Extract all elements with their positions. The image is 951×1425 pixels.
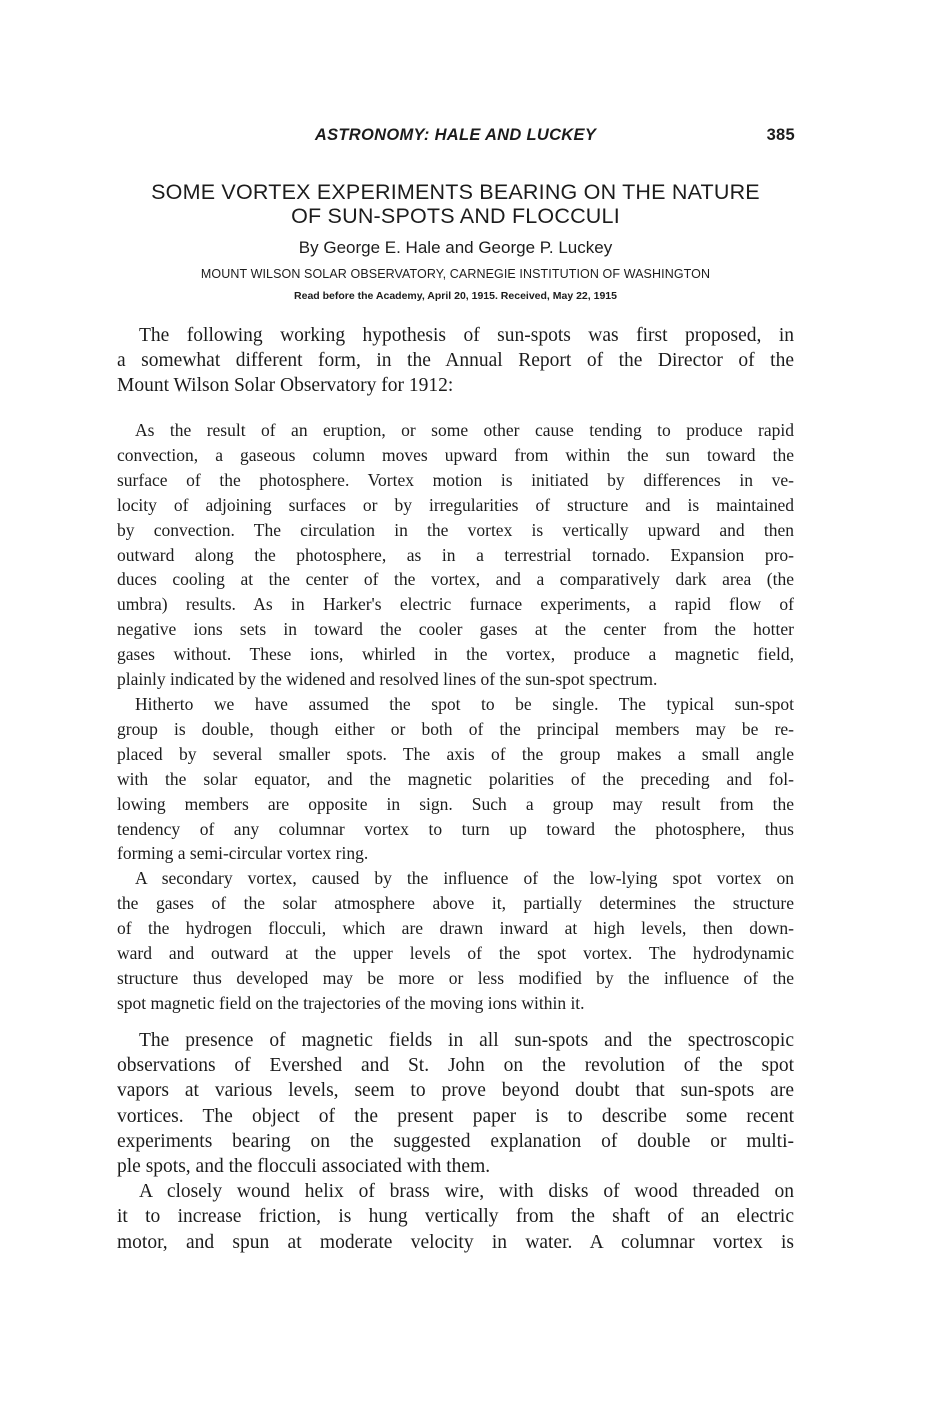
text-line: by convection. The circulation in the vortex is vertically upward and then (117, 519, 794, 540)
page-number: 385 (766, 126, 795, 144)
running-title: ASTRONOMY: HALE AND LUCKEY (314, 126, 597, 144)
text-line: surface of the photosphere. Vortex motion is initiated by differences in ve- (117, 469, 794, 490)
article-authors: By George E. Hale and George P. Luckey (298, 238, 613, 257)
text-line: tendency of any columnar vortex to turn up toward the photosphere, thus (117, 818, 794, 839)
text-line: The presence of magnetic fields in all sun-spots and the spectroscopic (139, 1030, 794, 1051)
text-line: ward and outward at the upper levels of the spot vortex. The hydrodynamic (117, 943, 794, 964)
article-affiliation: MOUNT WILSON SOLAR OBSERVATORY, CARNEGIE INSTITUTION OF WASHINGTON (200, 267, 711, 281)
text-line: Hitherto we have assumed the spot to be single. The typical sun-spot (135, 693, 794, 714)
text-line: observations of Evershed and St. John on the revolution of the spot (117, 1055, 794, 1077)
text-line: a somewhat different form, in the Annual Report of the Director of the (117, 350, 794, 372)
intro-paragraph (117, 323, 794, 399)
text-line: A closely wound helix of brass wire, with disks of wood threaded on (139, 1181, 794, 1203)
text-line: placed by several smaller spots. The axis of the group makes a small angle (117, 743, 794, 764)
quoted-hypothesis (117, 418, 794, 1016)
text-line: with the solar equator, and the magnetic polarities of the preceding and fol- (117, 768, 794, 789)
text-line: lowing members are opposite in sign. Such a group may result from the (117, 793, 794, 814)
text-line: of the hydrogen flocculi, which are drawn inward at high levels, then down- (117, 918, 794, 939)
text-line: spot magnetic field on the trajectories of the moving ions within it. (117, 992, 585, 1013)
text-line: As the result of an eruption, or some other cause tending to produce rapid (135, 420, 794, 440)
article-title-line: OF SUN-SPOTS AND FLOCCULI (291, 204, 620, 228)
text-line: it to increase friction, is hung vertically from the shaft of an electric (117, 1206, 794, 1228)
text-line: Mount Wilson Solar Observatory for 1912: (117, 375, 454, 397)
running-head (116, 126, 795, 150)
text-line: outward along the photosphere, as in a terrestrial tornado. Expansion pro- (117, 544, 794, 565)
text-line: vapors at various levels, seem to prove beyond doubt that sun-spots are (117, 1080, 794, 1102)
text-line: convection, a gaseous column moves upward from within the sun toward the (117, 444, 794, 465)
text-line: group is double, though either or both of the principal members may be re- (117, 718, 794, 739)
text-line: vortices. The object of the present paper is to describe some recent (117, 1105, 794, 1127)
text-line: motor, and spun at moderate velocity in water. A columnar vortex is (117, 1231, 794, 1253)
text-line: ple spots, and the flocculi associated with them. (117, 1156, 491, 1178)
text-line: gases without. These ions, whirled in the vortex, produce a magnetic field, (117, 644, 794, 665)
text-line: duces cooling at the center of the vortex, and a comparatively dark area (the (117, 569, 794, 590)
text-line: umbra) results. As in Harker's electric furnace experiments, a rapid flow of (117, 594, 794, 615)
article-title-line: SOME VORTEX EXPERIMENTS BEARING ON THE NATURE (151, 180, 760, 204)
text-line: experiments bearing on the suggested explanation of double or multi- (117, 1130, 794, 1152)
body-paragraphs (117, 1028, 794, 1255)
article-dates: Read before the Academy, April 20, 1915. Received, May 22, 1915 (294, 290, 617, 302)
text-line: A secondary vortex, caused by the influence of the low-lying spot vortex on (135, 868, 794, 889)
text-line: negative ions sets in toward the cooler gases at the center from the hotter (117, 619, 794, 640)
text-line: locity of adjoining surfaces or by irregularities of structure and is maintained (117, 494, 794, 515)
text-line: structure thus developed may be more or less modified by the influence of the (117, 967, 794, 988)
text-line: forming a semi-circular vortex ring. (117, 843, 369, 864)
text-line: The following working hypothesis of sun-spots was first proposed, in (139, 325, 794, 346)
text-line: the gases of the solar atmosphere above it, partially determines the structure (117, 893, 794, 914)
article-title (100, 180, 811, 228)
text-line: plainly indicated by the widened and resolved lines of the sun-spot spectrum. (117, 669, 658, 690)
